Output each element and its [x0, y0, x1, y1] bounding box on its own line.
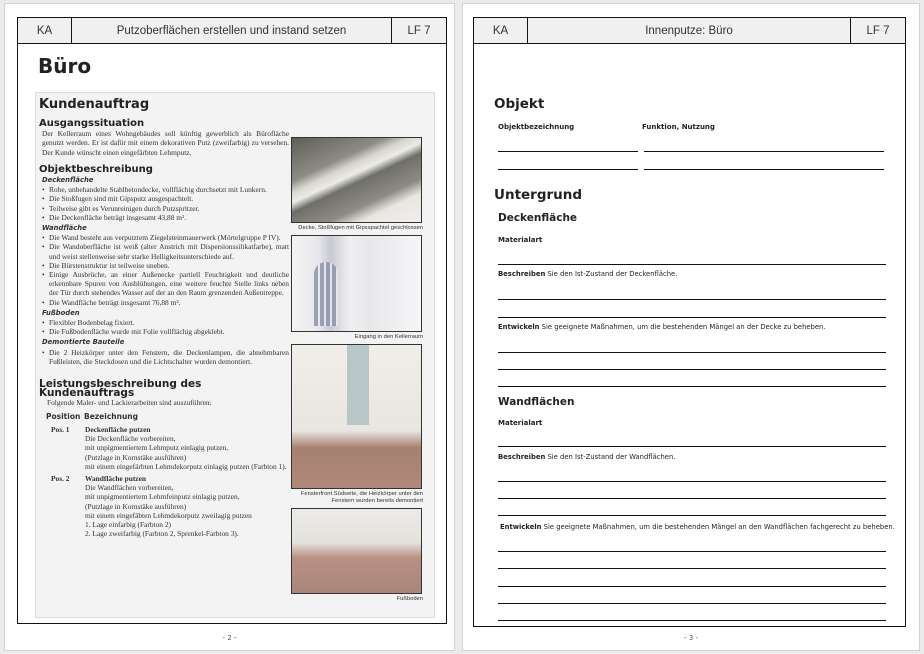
decke-describe-line-2[interactable] — [498, 317, 886, 318]
objektbezeichnung-line-2[interactable] — [498, 169, 638, 170]
list-item: • Einige Ausbrüche, an einer Außenecke partiell Feuchtigkeit und deutliche erkennbare Spuren von Ausblühungen, eine weitere feuchte Stelle links neben der Tür durch stehendes Wasser auf der an den Raum grenzenden Außentreppe. — [42, 270, 289, 298]
header-lf: LF 7 — [407, 24, 431, 37]
funktion-line-1[interactable] — [644, 151, 884, 152]
photo-column — [291, 137, 423, 606]
decke-task-describe: Beschreiben Sie den Ist-Zustand der Deckenfläche. — [498, 270, 678, 278]
position-line: mit einem eingefärbten Lehmdekorputz einlagig putzen (Farbton 1). — [85, 461, 287, 471]
photo-entrance — [291, 235, 422, 332]
decke-materialart-line[interactable] — [498, 264, 886, 265]
deckenflaeche-list — [42, 185, 289, 222]
group-title: Demontierte Bauteile — [42, 338, 125, 347]
header-title: Innenputze: Büro — [528, 18, 851, 43]
header-code: KA — [474, 18, 528, 43]
position-line: Die Wandflächen vorbereiten, — [85, 483, 174, 493]
page-right — [462, 3, 920, 651]
photo-floor — [291, 508, 422, 594]
page-title: Büro — [38, 54, 92, 78]
position-title: Wandfläche putzen — [85, 473, 146, 483]
list-item: • Die Stoßfugen sind mit Gipsputz ausgespachtelt. — [42, 194, 289, 203]
decke-describe-line-1[interactable] — [498, 299, 886, 300]
photo-caption: Decke, Stoßfugen mit Gipsspachtel geschlossen — [298, 225, 423, 231]
decke-task-develop: Entwickeln Sie geeignete Maßnahmen, um die bestehenden Mängel an der Decke zu beheben. — [498, 323, 826, 331]
page-left — [4, 3, 455, 651]
wand-develop-line-3[interactable] — [498, 586, 886, 587]
position-line: 2. Lage zweifarbig (Farbton 2, Sprenkel-Farbton 3). — [85, 529, 239, 539]
list-item: • Die Wandoberfläche ist weiß (alter Anstrich mit Dispersionssilikatfarbe), matt und weist stellenweise sehr starke Helligkeitsunterschiede auf. — [42, 242, 289, 260]
ausgangssituation-text: Der Kellerraum eines Wohngebäudes soll künftig gewerblich als Bürofläche genutzt werden. Er ist dafür mit einem dekorativen Putz (zweifarbig) zu versehen. Der Kunde wünscht einen eingefärbten Lehmputz. — [42, 129, 289, 157]
wand-develop-line-2[interactable] — [498, 568, 886, 569]
position-row — [51, 425, 289, 471]
position-line: 1. Lage einfarbig (Farbton 2) — [85, 519, 171, 529]
list-item: • Teilweise gibt es Verunreinigen durch Putzspritzer. — [42, 204, 289, 213]
photo-caption: Fensterfront Südseite, die Heizkörper unter den Fenstern wurden bereits demontiert — [300, 491, 423, 504]
leistungsbeschreibung-intro: Folgende Maler- und Lackierarbeiten sind auszuführen: — [47, 398, 212, 408]
page-header — [18, 18, 446, 44]
wand-describe-line-2[interactable] — [498, 498, 886, 499]
group-title: Wandfläche — [42, 224, 87, 233]
objektbeschreibung-heading: Objektbeschreibung — [39, 163, 153, 175]
wand-materialart-line[interactable] — [498, 446, 886, 447]
list-item: • Die Deckenfläche beträgt insgesamt 43,88 m². — [42, 213, 289, 222]
ausgangssituation-heading: Ausgangssituation — [39, 118, 145, 129]
wand-task-describe: Beschreiben Sie den Ist-Zustand der Wandflächen. — [498, 453, 676, 461]
decke-develop-line-1[interactable] — [498, 352, 886, 353]
position-number: Pos. 1 — [51, 424, 70, 434]
objekt-heading: Objekt — [494, 96, 545, 112]
position-line: (Putzlage in Kornstäke ausführen) — [85, 452, 187, 462]
photo-ceiling — [291, 137, 422, 223]
page-frame — [473, 17, 906, 627]
wand-materialart-label: Materialart — [498, 419, 543, 427]
objektbezeichnung-line-1[interactable] — [498, 151, 638, 152]
decke-develop-line-3[interactable] — [498, 386, 886, 387]
wand-task-develop: Entwickeln Sie geeignete Maßnahmen, um die bestehenden Mängel an den Wandflächen fachgerecht zu beheben. — [500, 523, 895, 531]
kundenauftrag-panel — [35, 92, 435, 618]
fussboden-list — [42, 318, 289, 336]
position-line: mit unpigmentiertem Lehmfeinputz einlagig putzen, — [85, 492, 240, 502]
leistungsbeschreibung-heading: Leistungsbeschreibung des Kundenauftrags — [39, 378, 202, 400]
page-number: - 2 - — [222, 634, 237, 642]
header-title: Putzoberflächen erstellen und instand setzen — [72, 18, 392, 43]
group-title: Deckenfläche — [42, 176, 94, 185]
page-header — [474, 18, 905, 44]
demontiert-list — [42, 348, 289, 366]
list-item: • Die Wand besteht aus verputztem Ziegelsteinmauerwerk (Mörtelgruppe P IV). — [42, 233, 289, 242]
position-line: mit unpigmentiertem Lehmputz einlagig putzen, — [85, 443, 229, 453]
position-line: mit einem eingefäbten Lehmdekorputz zweilagig putzen — [85, 510, 252, 520]
objektbezeichnung-label: Objektbezeichnung — [498, 123, 575, 131]
funktion-line-2[interactable] — [644, 169, 884, 170]
position-line: (Putzlage in Kornstäke ausführen) — [85, 501, 187, 511]
wand-describe-line-3[interactable] — [498, 515, 886, 516]
col-bezeichnung: Bezeichnung — [84, 411, 138, 421]
position-body — [85, 425, 287, 471]
list-item: • Die 2 Heizkörper unter den Fenstern, die Deckenlampen, die abnehmbaren Fußleisten, die Steckdosen und die Lichtschalter wurden demontiert. — [42, 348, 289, 366]
position-row — [51, 474, 289, 538]
photo-caption: Eingang in den Kellerraum — [354, 334, 423, 340]
funktion-label: Funktion, Nutzung — [642, 123, 715, 131]
position-title: Deckenfläche putzen — [85, 424, 151, 434]
position-body — [85, 474, 252, 538]
col-position: Position — [46, 411, 81, 421]
wandflaechen-heading: Wandflächen — [498, 396, 575, 408]
wand-describe-line-1[interactable] — [498, 481, 886, 482]
position-number: Pos. 2 — [51, 473, 70, 483]
wand-develop-line-5[interactable] — [498, 620, 886, 621]
wand-develop-line-4[interactable] — [498, 603, 886, 604]
header-lf: LF 7 — [866, 24, 890, 37]
page-number: - 3 - — [684, 634, 698, 642]
position-line: Die Deckenfläche vorbereiten, — [85, 434, 176, 444]
list-item: • Rohe, unbehandelte Stahlbetondecke, vollflächig durchsetzt mit Lunkern. — [42, 185, 289, 194]
list-item: • Die Wandfläche beträgt insgesamt 76,88 m². — [42, 298, 289, 307]
decke-materialart-label: Materialart — [498, 236, 543, 244]
decke-develop-line-2[interactable] — [498, 369, 886, 370]
group-title: Fußboden — [42, 308, 80, 317]
photo-caption: Fußboden — [396, 596, 423, 602]
position-table-header — [46, 412, 289, 421]
wand-develop-line-1[interactable] — [498, 551, 886, 552]
wandflaeche-list — [42, 233, 289, 307]
page-frame — [17, 17, 447, 624]
list-item: • Die Fußbodenfläche wurde mit Folie vollflächig abgeklebt. — [42, 327, 289, 336]
deckenflaeche-heading: Deckenfläche — [498, 212, 578, 224]
text-column — [39, 119, 289, 541]
panel-title: Kundenauftrag — [39, 97, 150, 112]
list-item: • Die Bürstenstruktur ist teilweise uneben. — [42, 261, 289, 270]
photo-window-front — [291, 344, 422, 489]
list-item: • Flexibler Bodenbelag fixiert. — [42, 318, 289, 327]
untergrund-heading: Untergrund — [494, 187, 583, 203]
header-code: KA — [18, 18, 72, 43]
